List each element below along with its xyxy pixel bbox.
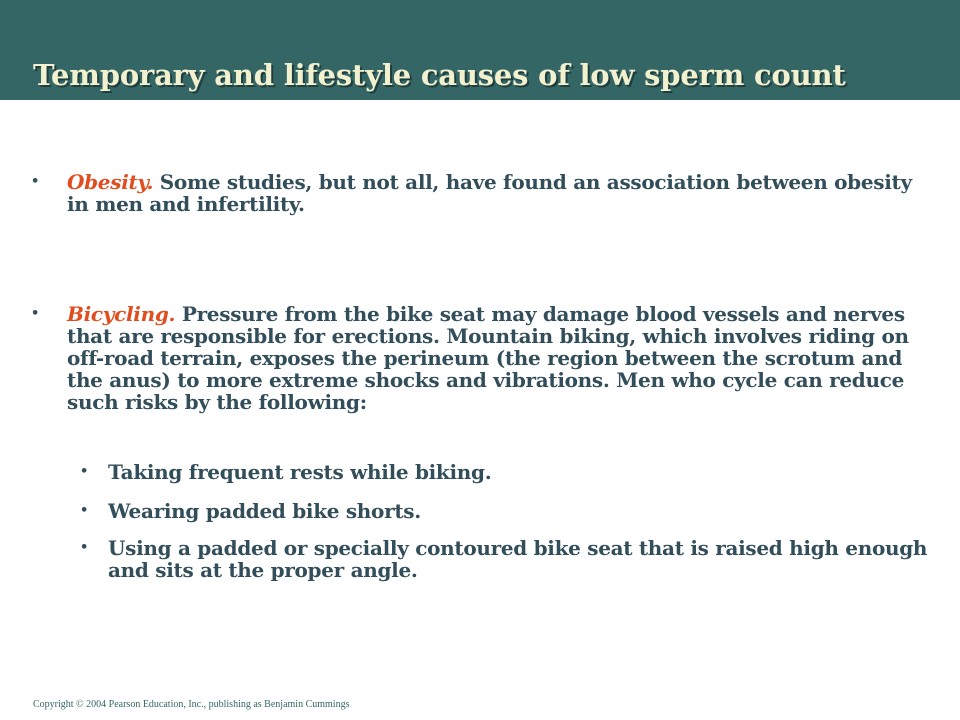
slide-title: Temporary and lifestyle causes of low sperm count (33, 58, 846, 92)
bullet-text-obesity: Some studies, but not all, have found an association between obesity in men and infertility. (67, 170, 912, 216)
bullet-icon: • (31, 174, 40, 189)
sub-bullet-icon: • (80, 503, 89, 518)
sub-bullet-icon: • (80, 540, 89, 555)
bullet-item-obesity (31, 170, 927, 216)
sub-bullet-item (80, 499, 928, 523)
sub-bullet-item (80, 460, 928, 484)
sub-bullet-text: Taking frequent rests while biking. (108, 460, 492, 484)
copyright-notice: Copyright © 2004 Pearson Education, Inc., publishing as Benjamin Cummings (33, 699, 350, 710)
sub-bullet-text: Wearing padded bike shorts. (108, 499, 421, 523)
sub-bullet-text: Using a padded or specially contoured bike seat that is raised high enough and sits at the proper angle. (108, 536, 928, 582)
bullet-icon: • (31, 306, 40, 321)
sub-bullet-icon: • (80, 464, 89, 479)
bullet-item-bicycling (31, 302, 927, 414)
bullet-text-bicycling: Pressure from the bike seat may damage blood vessels and nerves that are responsible for erections. Mountain biking, which involves riding on off-road terrain, exposes the perineum (the region between the scrotum and the anus) to more extreme shocks and vibrations. Men who cycle can reduce such risks by the following: (67, 302, 909, 414)
lead-term-obesity: Obesity. (67, 170, 154, 194)
lead-term-bicycling: Bicycling. (67, 302, 176, 326)
sub-bullet-item (80, 536, 928, 582)
